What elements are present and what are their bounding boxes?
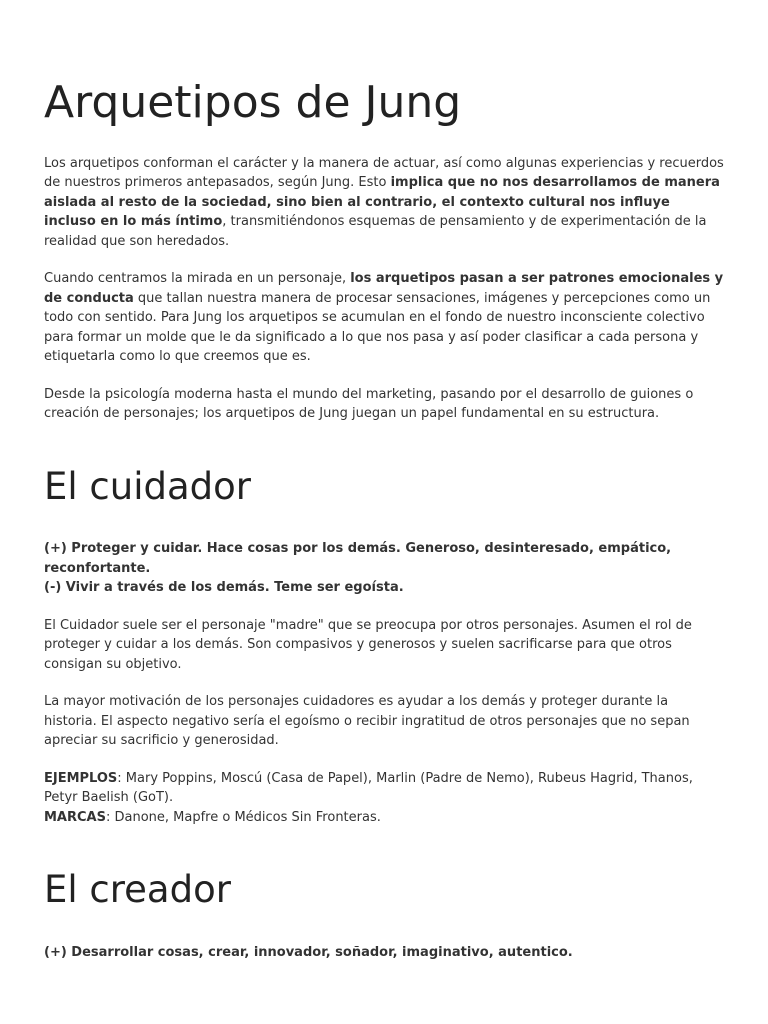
- negative-traits: (-) Vivir a través de los demás. Teme ser egoísta.: [44, 580, 404, 596]
- section-paragraph: El Cuidador suele ser el personaje "madre" que se preocupa por otros personajes. Asumen el rol de proteger y cuidar a los demás. Son compasivos y generosos y suelen sacrificarse para que otros consigan su objetivo.: [44, 617, 692, 672]
- intro-paragraph-3: [44, 385, 724, 424]
- intro-text: Cuando centramos la mirada en un personaje,: [44, 271, 351, 287]
- intro-bold-text: implica que no nos desarrollamos de manera aislada al resto de la sociedad, sino bien al contrario, el contexto cultural nos influye incluso en lo más íntimo: [44, 175, 720, 230]
- section-el-cuidador: [44, 466, 724, 828]
- positive-traits: (+) Desarrollar cosas, crear, innovador, soñador, imaginativo, autentico.: [44, 944, 573, 960]
- section-el-creador: [44, 869, 724, 962]
- examples-text: : Mary Poppins, Moscú (Casa de Papel), Marlin (Padre de Nemo), Rubeus Hagrid, Thanos, Petyr Baelish (GoT).: [44, 770, 693, 806]
- intro-text: que tallan nuestra manera de procesar sensaciones, imágenes y percepciones como un todo con sentido. Para Jung los arquetipos se acumulan en el fondo de nuestro inconsciente colectivo para formar un molde que le da significado a lo que nos pasa y así poder clasificar a cada persona y etiquetarla como lo que creemos que es.: [44, 290, 711, 365]
- brands-text: : Danone, Mapfre o Médicos Sin Fronteras.: [105, 809, 381, 825]
- section-heading: El creador: [44, 868, 231, 912]
- section-paragraph: La mayor motivación de los personajes cuidadores es ayudar a los demás y proteger durante la historia. El aspecto negativo sería el egoísmo o recibir ingratitud de otros personajes que no sepan apreciar su sacrificio y generosidad.: [44, 694, 690, 749]
- intro-text: , transmitiéndonos esquemas de pensamiento y de experimentación de la realidad que son heredados.: [44, 214, 707, 249]
- intro-bold-text: los arquetipos pasan a ser patrones emocionales y de conducta: [44, 271, 724, 306]
- traits-block: [44, 539, 724, 598]
- intro-paragraph-1: [44, 154, 724, 252]
- intro-text: Desde la psicología moderna hasta el mundo del marketing, pasando por el desarrollo de guiones o creación de personajes; los arquetipos de Jung juegan un papel fundamental en su estructura.: [44, 386, 694, 422]
- examples-block: [44, 769, 724, 828]
- positive-traits: (+) Proteger y cuidar. Hace cosas por los demás. Generoso, desinteresado, empático, reconfortante.: [44, 541, 672, 576]
- brands-label: MARCAS: [44, 809, 106, 825]
- intro-text: Los arquetipos conforman el carácter y la manera de actuar, así como algunas experiencias y recuerdos de nuestros primeros antepasados, según Jung. Esto: [44, 155, 724, 191]
- examples-label: EJEMPLOS: [44, 770, 118, 786]
- section-heading: El cuidador: [44, 464, 251, 508]
- traits-block: [44, 943, 724, 963]
- page-title: Arquetipos de Jung: [44, 77, 462, 128]
- intro-paragraph-2: [44, 269, 724, 367]
